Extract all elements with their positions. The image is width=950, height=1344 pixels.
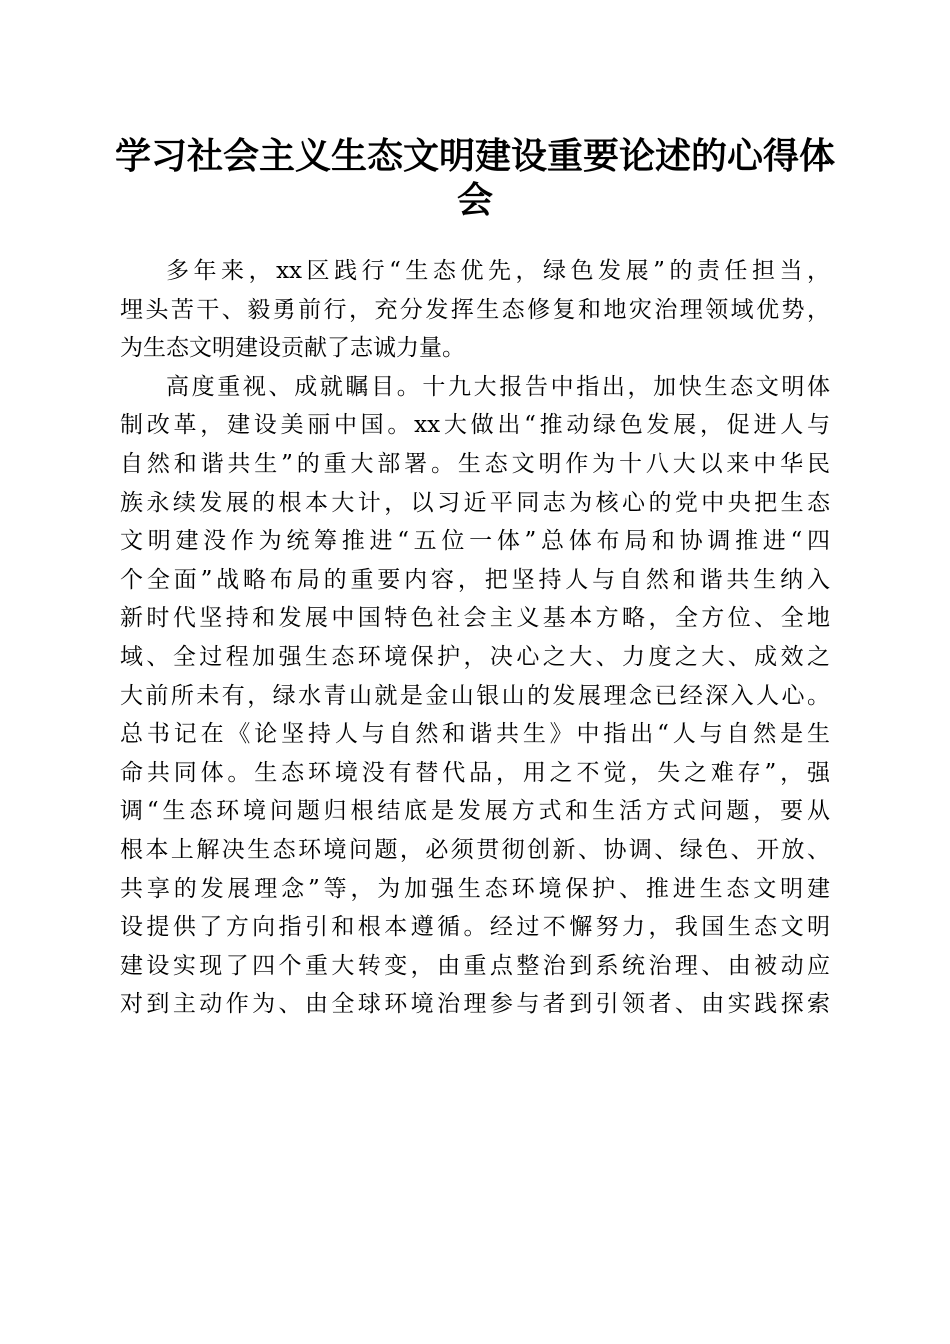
text-line: 建设实现了四个重大转变，由重点整治到系统治理、由被动应: [120, 952, 830, 979]
text-line: 为生态文明建设贡献了志诚力量。: [120, 335, 465, 362]
title-line: 会: [456, 179, 493, 221]
text-line: 新时代坚持和发展中国特色社会主义基本方略，全方位、全地: [120, 605, 830, 632]
text-line: 多年来，xx区践行“生态优先，绿色发展”的责任担当，: [166, 258, 830, 284]
text-line: 自然和谐共生”的重大部署。生态文明作为十八大以来中华民: [120, 450, 830, 477]
text-line: 制改革，建设美丽中国。xx大做出“推动绿色发展，促进人与: [120, 412, 830, 439]
text-line: 共享的发展理念”等，为加强生态环境保护、推进生态文明建: [120, 875, 830, 902]
text-line: 族永续发展的根本大计，以习近平同志为核心的党中央把生态: [120, 489, 830, 516]
document-title: [100, 134, 850, 222]
title-line: 学习社会主义生态文明建设重要论述的心得体: [114, 135, 835, 177]
document-body: [120, 252, 830, 1024]
text-line: 总书记在《论坚持人与自然和谐共生》中指出“人与自然是生: [120, 721, 830, 748]
text-line: 高度重视、成就瞩目。十九大报告中指出，加快生态文明体: [166, 373, 830, 400]
text-line: 文明建没作为统筹推进“五位一体”总体布局和协调推进“四: [120, 528, 830, 555]
text-line: 域、全过程加强生态环境保护，决心之大、力度之大、成效之: [120, 643, 830, 670]
text-line: 对到主动作为、由全球环境治理参与者到引领者、由实践探索: [120, 991, 830, 1018]
paragraph-2: [120, 368, 830, 1024]
text-line: 个全面”战略布局的重要内容，把坚持人与自然和谐共生纳入: [120, 566, 830, 593]
text-line: 命共同体。生态环境没有替代品，用之不觉，失之难存”，强: [120, 759, 830, 786]
text-line: 根本上解决生态环境问题，必须贯彻创新、协调、绿色、开放、: [120, 836, 830, 863]
paragraph-1: [120, 252, 830, 368]
text-line: 埋头苦干、毅勇前行，充分发挥生态修复和地灾治理领域优势，: [120, 296, 830, 323]
text-line: 调“生态环境问题归根结底是发展方式和生活方式问题，要从: [120, 798, 830, 825]
text-line: 大前所未有，绿水青山就是金山银山的发展理念已经深入人心。: [120, 682, 830, 709]
text-line: 设提供了方向指引和根本遵循。经过不懈努力，我国生态文明: [120, 914, 830, 941]
